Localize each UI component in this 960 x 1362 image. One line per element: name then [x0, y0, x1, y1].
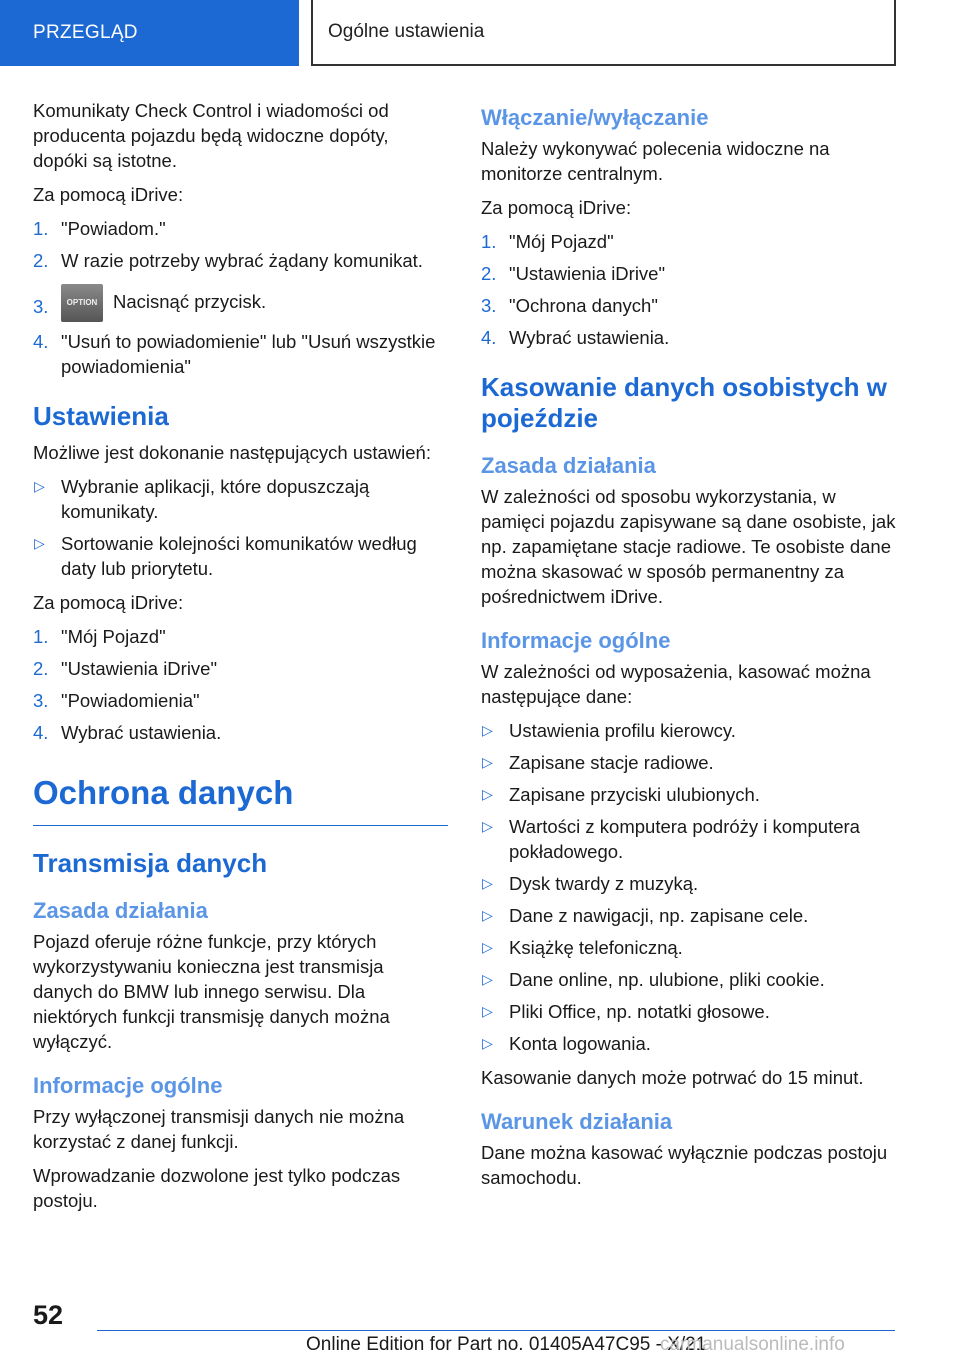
list-item: ▷ Wartości z komputera podróży i komputera pokładowego.: [482, 816, 860, 862]
steps-list: [33, 624, 448, 745]
left-column: [33, 98, 448, 1222]
list-item: [33, 280, 448, 322]
heading-wlaczanie: Włączanie/wyłączanie: [481, 105, 709, 130]
triangle-bullet-icon: ▷: [34, 535, 45, 551]
list-item: ▷ Dysk twardy z muzyką.: [482, 873, 699, 894]
heading-kasowanie: Kasowanie danych osobistych w pojeździe: [481, 372, 887, 433]
list-item: 3. "Powiadomienia": [33, 690, 200, 711]
triangle-bullet-icon: ▷: [482, 818, 493, 834]
step-number: 3.: [33, 690, 49, 711]
list-item: ▷ Zapisane przyciski ulubionych.: [482, 784, 760, 805]
triangle-bullet-icon: ▷: [482, 754, 493, 770]
paragraph: Należy wykonywać polecenia widoczne na monitorze centralnym.: [481, 138, 830, 184]
right-column: [481, 98, 896, 1199]
triangle-bullet-icon: ▷: [482, 786, 493, 802]
step-text: "Powiadom.": [61, 218, 166, 239]
step-number: 2.: [33, 658, 49, 679]
paragraph: Pojazd oferuje różne funkcje, przy których wykorzystywaniu konieczna jest transmisja danych do BMW lub innego serwisu. Dla niektórych funkcji transmisję danych można wyłączyć.: [33, 931, 390, 1052]
idrive-label: Za pomocą iDrive:: [33, 184, 184, 205]
steps-list: [33, 216, 448, 379]
step-text: "Usuń to powiadomienie" lub "Usuń wszystkie powiadomienia": [61, 331, 436, 377]
paragraph: Kasowanie danych może potrwać do 15 minut.: [481, 1067, 864, 1088]
paragraph: W zależności od sposobu wykorzystania, w pamięci pojazdu zapisywane są dane osobiste, jak np. zapamiętane stacje radiowe. Te osobiste dane można skasować w sposób permanentny za pośrednictwem iDrive.: [481, 486, 896, 607]
list-item: ▷ Konta logowania.: [482, 1033, 651, 1054]
heading-transmisja: Transmisja danych: [33, 848, 268, 878]
chapter-tab[interactable]: PRZEGLĄD: [0, 0, 299, 66]
step-text: Nacisnąć przycisk.: [113, 290, 267, 312]
list-item: [33, 248, 448, 273]
paragraph: Dane można kasować wyłącznie podczas postoju samochodu.: [481, 1142, 888, 1188]
step-number: 2.: [481, 263, 497, 284]
heading-ochrona-danych: Ochrona danych: [33, 773, 448, 826]
list-item: ▷ Wybranie aplikacji, które dopuszczają komunikaty.: [34, 476, 370, 522]
bullet-list: [33, 474, 448, 581]
step-number: 2.: [33, 250, 49, 271]
list-item: [33, 329, 448, 379]
list-item: 3. "Ochrona danych": [481, 295, 658, 316]
list-item: ▷ Ustawienia profilu kierowcy.: [482, 720, 736, 741]
triangle-bullet-icon: ▷: [482, 722, 493, 738]
heading-zasada: Zasada działania: [33, 898, 208, 923]
list-item: ▷ Dane online, np. ulubione, pliki cookie.: [482, 969, 825, 990]
triangle-bullet-icon: ▷: [482, 971, 493, 987]
heading-informacje: Informacje ogólne: [33, 1073, 223, 1098]
heading-warunek: Warunek działania: [481, 1109, 673, 1134]
list-item: 4. Wybrać ustawienia.: [481, 327, 670, 348]
step-number: 4.: [33, 722, 49, 743]
heading-zasada: Zasada działania: [481, 453, 656, 478]
step-number: 4.: [481, 327, 497, 348]
section-title: Ogólne ustawienia: [311, 0, 896, 66]
steps-list: [481, 229, 896, 350]
list-item: ▷ Pliki Office, np. notatki głosowe.: [482, 1001, 770, 1022]
idrive-label: Za pomocą iDrive:: [33, 592, 184, 613]
idrive-label: Za pomocą iDrive:: [481, 197, 632, 218]
list-item: 2. "Ustawienia iDrive": [481, 263, 666, 284]
list-item: ▷ Sortowanie kolejności komunikatów według daty lub priorytetu.: [34, 533, 417, 579]
triangle-bullet-icon: ▷: [482, 907, 493, 923]
list-item: 4. Wybrać ustawienia.: [33, 722, 222, 743]
step-number: 4.: [33, 331, 49, 352]
option-button-icon: OPTION: [61, 284, 103, 322]
heading-ustawienia: Ustawienia: [33, 401, 169, 431]
triangle-bullet-icon: ▷: [482, 1035, 493, 1051]
bullet-list: [481, 718, 896, 1056]
list-item: ▷ Książkę telefoniczną.: [482, 937, 683, 958]
list-item: ▷ Dane z nawigacji, np. zapisane cele.: [482, 905, 809, 926]
triangle-bullet-icon: ▷: [482, 1003, 493, 1019]
paragraph: Możliwe jest dokonanie następujących ustawień:: [33, 442, 431, 463]
step-number: 3.: [481, 295, 497, 316]
heading-informacje: Informacje ogólne: [481, 628, 671, 653]
triangle-bullet-icon: ▷: [482, 875, 493, 891]
footer-divider: [97, 1330, 895, 1331]
triangle-bullet-icon: ▷: [34, 478, 45, 494]
step-number: 1.: [33, 626, 49, 647]
list-item: 1. "Mój Pojazd": [481, 231, 614, 252]
watermark: carmanualsonline.info: [660, 1334, 845, 1355]
step-text: W razie potrzeby wybrać żądany komunikat.: [61, 250, 423, 271]
list-item: ▷ Zapisane stacje radiowe.: [482, 752, 714, 773]
intro-paragraph: Komunikaty Check Control i wiadomości od producenta pojazdu będą widoczne dopóty, dopóki są istotne.: [33, 100, 389, 171]
list-item: 1. "Mój Pojazd": [33, 626, 166, 647]
list-item: 2. "Ustawienia iDrive": [33, 658, 218, 679]
paragraph: Przy wyłączonej transmisji danych nie można korzystać z danej funkcji.: [33, 1106, 405, 1152]
edition-text: Online Edition for Part no. 01405A47C95 - X/21: [306, 1334, 707, 1355]
triangle-bullet-icon: ▷: [482, 939, 493, 955]
page-number: 52: [33, 1300, 64, 1330]
step-number: 1.: [481, 231, 497, 252]
paragraph: Wprowadzanie dozwolone jest tylko podczas postoju.: [33, 1165, 401, 1211]
page-header: [0, 0, 960, 66]
step-number: 3.: [33, 296, 49, 317]
paragraph: W zależności od wyposażenia, kasować można następujące dane:: [481, 661, 871, 707]
list-item: [33, 216, 448, 241]
step-number: 1.: [33, 218, 49, 239]
